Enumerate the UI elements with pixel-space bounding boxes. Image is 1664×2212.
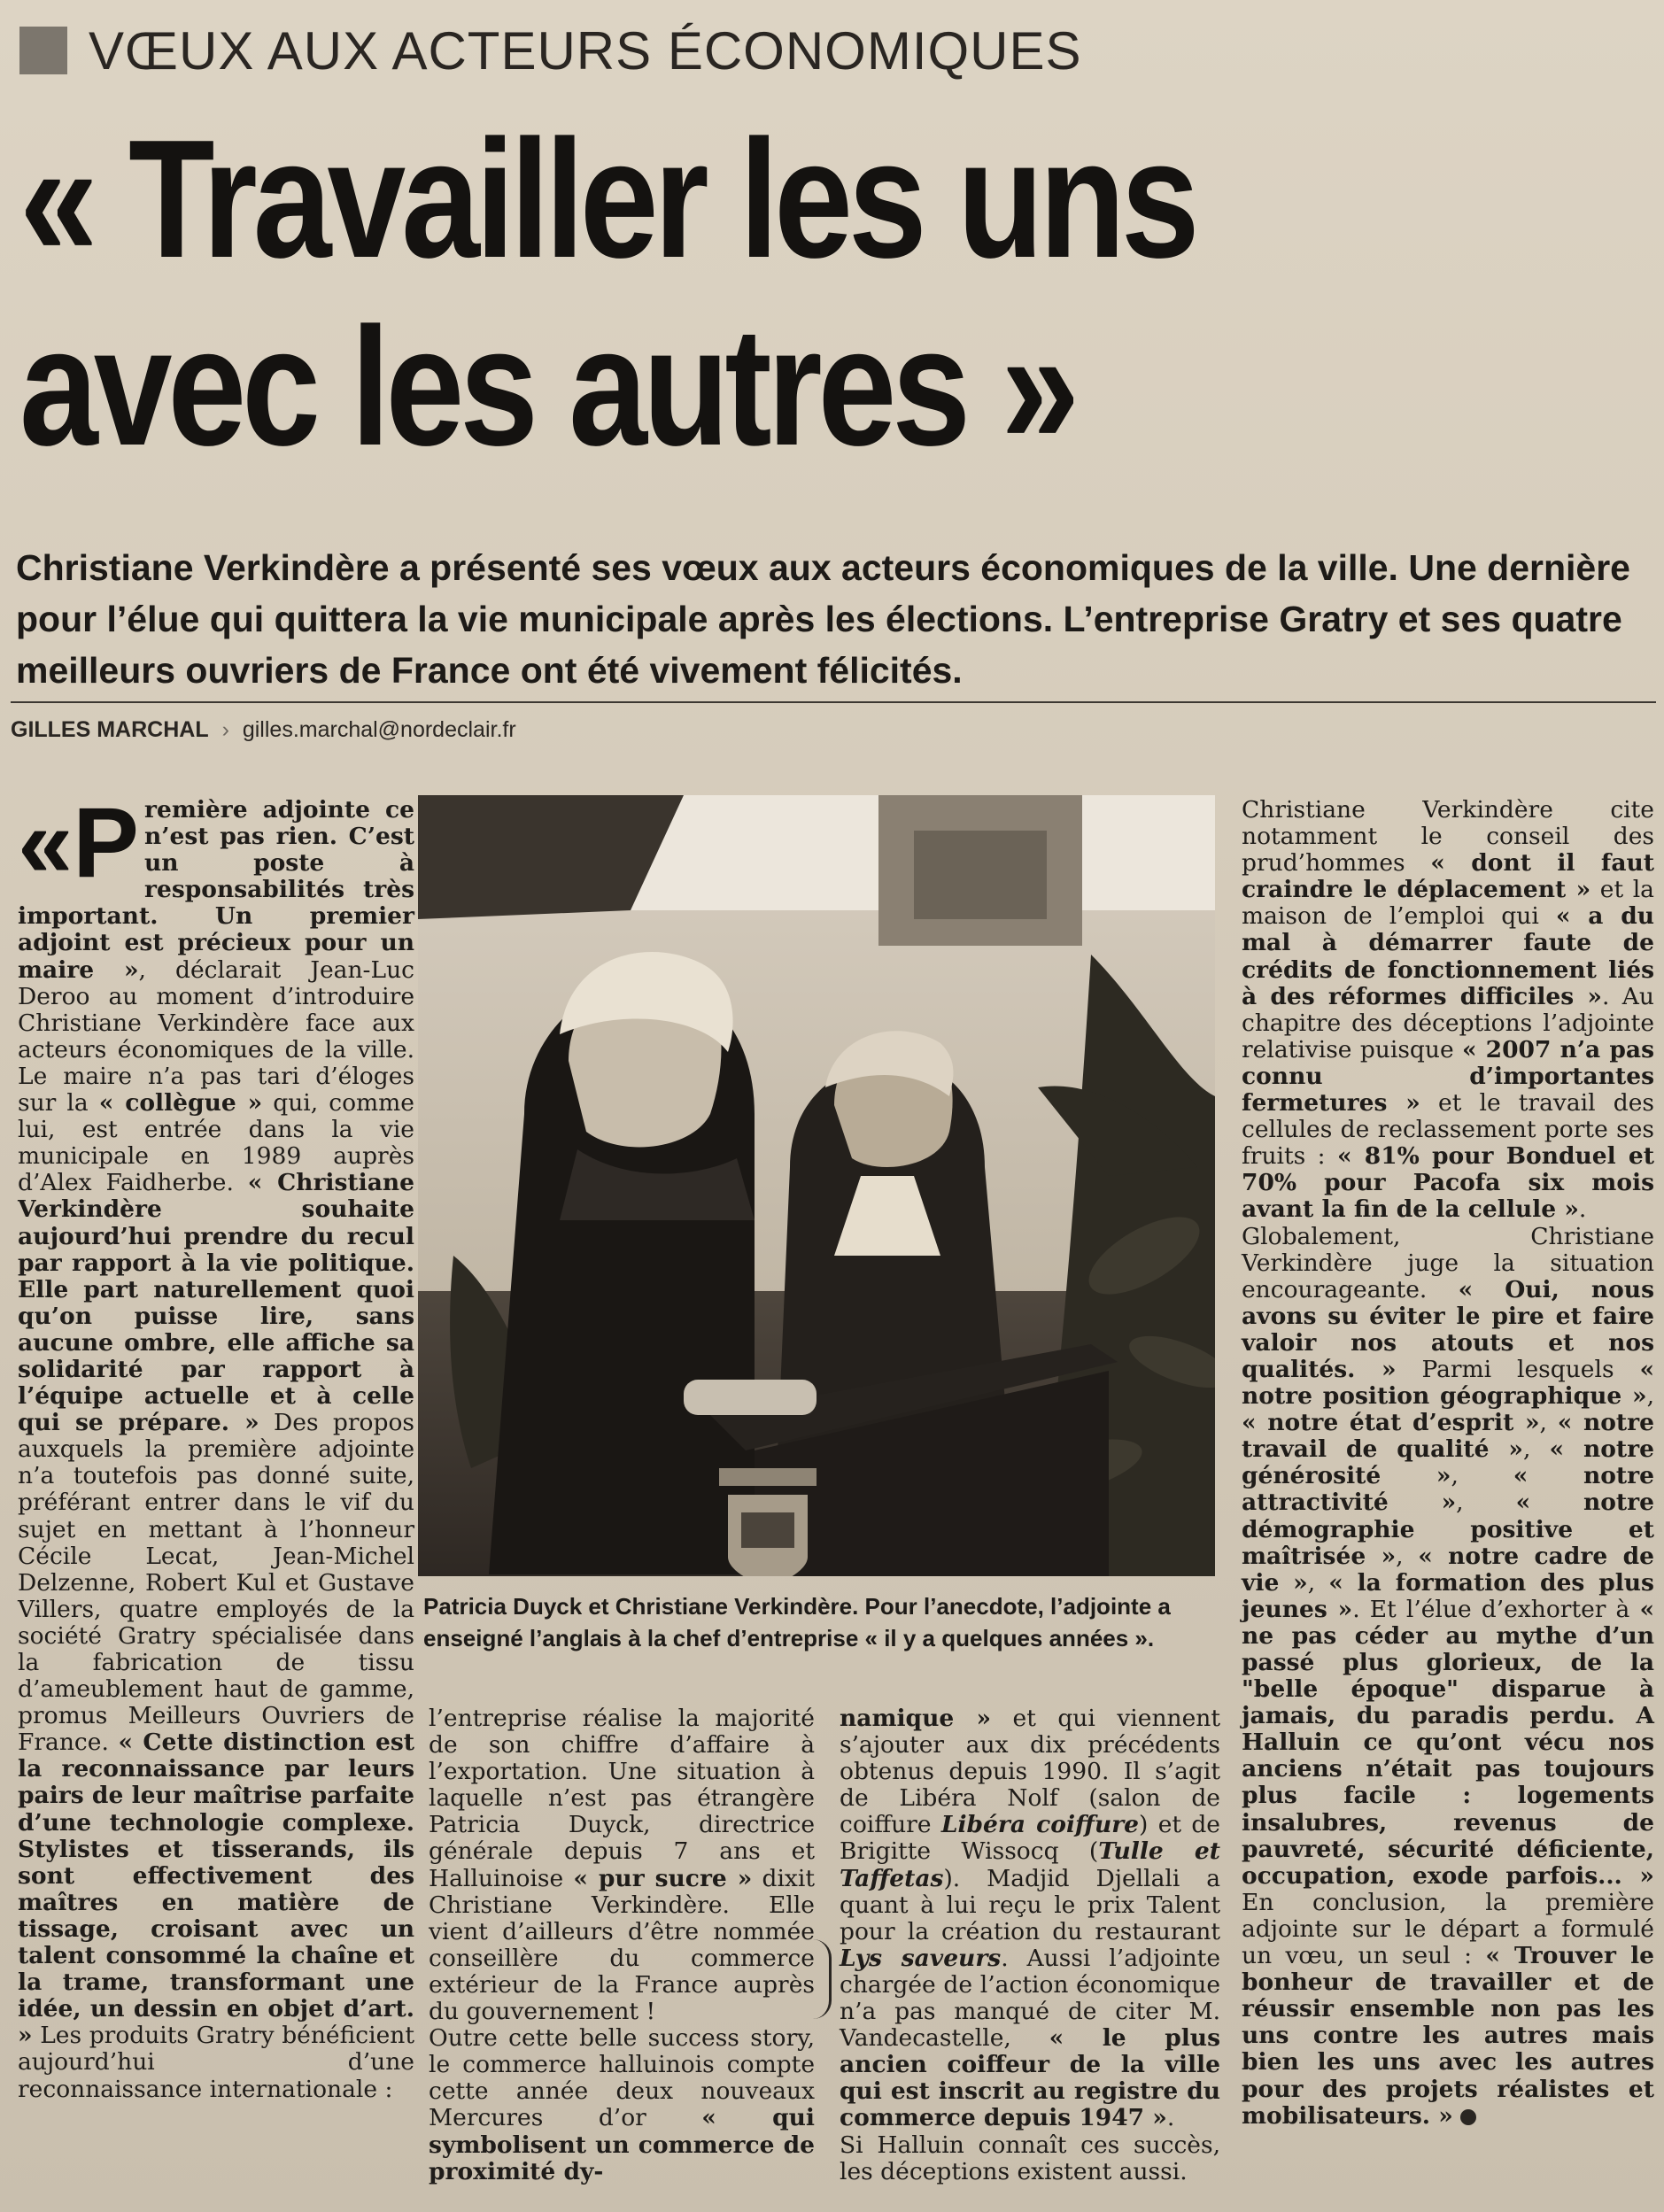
photo-illustration [418,795,1215,1576]
article-column-1 [18,787,415,2103]
quote-verkindere: « Christiane Verkindère souhaite aujourd’hui prendre du recul par rapport à la vie politique. Elle part naturellement quoi qu’on puisse lire, sans aucune ombre, elle affiche sa solidarité par rapport à l’équipe actuelle et à celle qui se prépare. » [18,1169,414,1437]
column-4-paragraph-1: Christiane Verkindère cite notamment le conseil des prud’hommes « dont il faut craindre le déplacement » et la maison de l’emploi qui « a du mal à démarrer faute de crédits de fonctionnement liés à des réformes difficiles ». Au chapitre des déceptions l’adjointe relativise puisque « 2007 n’a pas connu d’importantes fermetures » et le travail des cellules de reclassement porte ses fruits : « 81% pour Bonduel et 70% pour Pacofa six mois avant la fin de la cellule ». [1242,796,1655,1224]
column-3-paragraph-2: Si Halluin connaît ces succès, les déceptions existent aussi. [840,2131,1220,2185]
chevron-right-icon: › [221,717,229,742]
lead-paragraph: Christiane Verkindère a présenté ses vœux aux acteurs économiques de la ville. Une dernière pour l’élue qui quittera la vie municipale après les élections. L’entreprise Gratry et ses quatre meilleurs ouvriers de France ont été vivement félicités. [16,547,1630,691]
headline [19,106,1381,482]
article-column-3 [840,1705,1220,2185]
article-column-4 [1242,797,1654,2130]
photo-caption: Patricia Duyck et Christiane Verkindère. Pour l’anecdote, l’adjointe a enseigné l’anglais à la chef d’entreprise « il y a quelques années ». [423,1593,1171,1651]
opening-quote: remière adjointe ce n’est pas rien. C’est un poste à responsabilités très important. Un premier adjoint est précieux pour un maire » [18,796,414,984]
article-photo [418,795,1215,1576]
column-1-paragraph: «P remière adjointe ce n’est pas rien. C’est un poste à responsabilités très important. Un premier adjoint est précieux pour un maire », déclarait Jean-Luc Deroo au moment d’introduire Christiane Verkindère face aux acteurs économiques de la ville. Le maire n’a pas tari d’éloges sur la « collègue » qui, comme lui, est entrée dans la vie municipale en 1989 auprès d’Alex Faidherbe. « Christiane Verkindère souhaite aujourd’hui prendre du recul par rapport à la vie politique. Elle part naturellement quoi qu’on puisse lire, sans aucune ombre, elle affiche sa solidarité par rapport à l’équipe actuelle et à celle qui se prépare. » Des propos auxquels la première adjointe n’a toutefois pas donné suite, préférant entrer dans le vif du sujet en mettant à l’honneur Cécile Lecat, Jean-Michel Delzenne, Robert Kul et Gustave Villers, quatre employés de la société Gratry spécialisée dans la fabrication de tissu d’ameublement haut de gamme, promus Meilleurs Ouvriers de France. « Cette distinction est la reconnaissance par leurs pairs de leur maîtrise parfaite d’une technologie complexe. Stylistes et tisserands, ils sont effectivement des maîtres en matière de tissage, croisant avec un talent consommé la chaîne et la trame, transformant une idée, un dessin en objet d’art. » Les produits Gratry bénéficient aujourd’hui d’une reconnaissance internationale : [18,787,415,2103]
byline-author: GILLES MARCHAL [11,717,209,742]
column-3-paragraph-1: namique » et qui viennent s’ajouter aux dix précédents obtenus depuis 1990. Il s’agit de Libéra Nolf (salon de coiffure Libéra coiffure) et de Brigitte Wissocq (Tulle et Taffetas). Madjid Djellali a quant à lui reçu le prix Talent pour la création du restaurant Lys saveurs. Aussi l’adjointe chargée de l’action économique n’a pas manqué de citer M. Vandecastelle, « le plus ancien coiffeur de la ville qui est inscrit au registre du commerce depuis 1947 ». [840,1705,1221,2132]
headline-line-2: avec les autres » [19,293,1076,481]
drop-cap: «P [18,787,139,898]
header-rule [11,701,1656,703]
column-2-paragraph-2: Outre cette belle success story, le commerce halluinois compte cette année deux nouveaux Mercures d’or « qui symbolisent un commerce de proximité dy- [429,2024,815,2185]
quote-distinction: « Cette distinction est la reconnaissance par leurs pairs de leur maîtrise parfaite d’une technologie complexe. Stylistes et tisserands, ils sont effectivement des maîtres en matière de tissage, croisant avec un talent consommé la chaîne et la trame, transformant une idée, un dessin en objet d’art. » [18,1729,415,2050]
section-kicker [19,19,1082,81]
headline-line-1: « Travailler les uns [19,105,1196,293]
column-2-paragraph-1: l’entreprise réalise la majorité de son chiffre d’affaire à l’exportation. Une situation à laquelle n’est pas étrangère Patricia Duyck, directrice générale depuis 7 ans et Halluinoise « pur sucre » dixit Christiane Verkindère. Elle vient d’ailleurs d’être nommée conseillère du commerce extérieur de la France auprès du gouvernement ! [429,1705,815,2026]
article-column-2 [429,1705,815,2185]
byline-email[interactable]: gilles.marchal@nordeclair.fr [242,717,516,742]
kicker-square-icon [19,27,67,74]
column-4-paragraph-2: Globalement, Christiane Verkindère juge la situation encourageante. « Oui, nous avons su éviter le pire et faire valoir nos atouts et nos qualités. » Parmi lesquels « notre position géographique », « notre état d’esprit », « notre travail de qualité », « notre générosité », « notre attractivité », « notre démographie positive et maîtrisée », « notre cadre de vie », « la formation des plus jeunes ». Et l’élue d’exhorter à « ne pas céder au mythe d’un passé plus glorieux, de la "belle époque" disparue à jamais, du paradis perdu. A Halluin ce qu’ont vécu nos anciens n’était pas toujours plus facile : logements insalubres, revenus de pauvreté, sécurité déficiente, occupation, exode parfois... » En conclusion, la première adjointe sur le départ a formulé un vœu, un seul : « Trouver le bonheur de travailler et de réussir ensemble non pas les uns contre les autres mais bien les uns avec les autres pour des projets réalistes et mobilisateurs. » [1242,1222,1654,2130]
kicker-text: VŒUX AUX ACTEURS ÉCONOMIQUES [89,20,1082,81]
end-of-article-bullet-icon [1460,2109,1476,2125]
byline [11,717,516,743]
bracket-mark [813,1939,832,2019]
coat-of-arms-icon [719,1468,817,1576]
